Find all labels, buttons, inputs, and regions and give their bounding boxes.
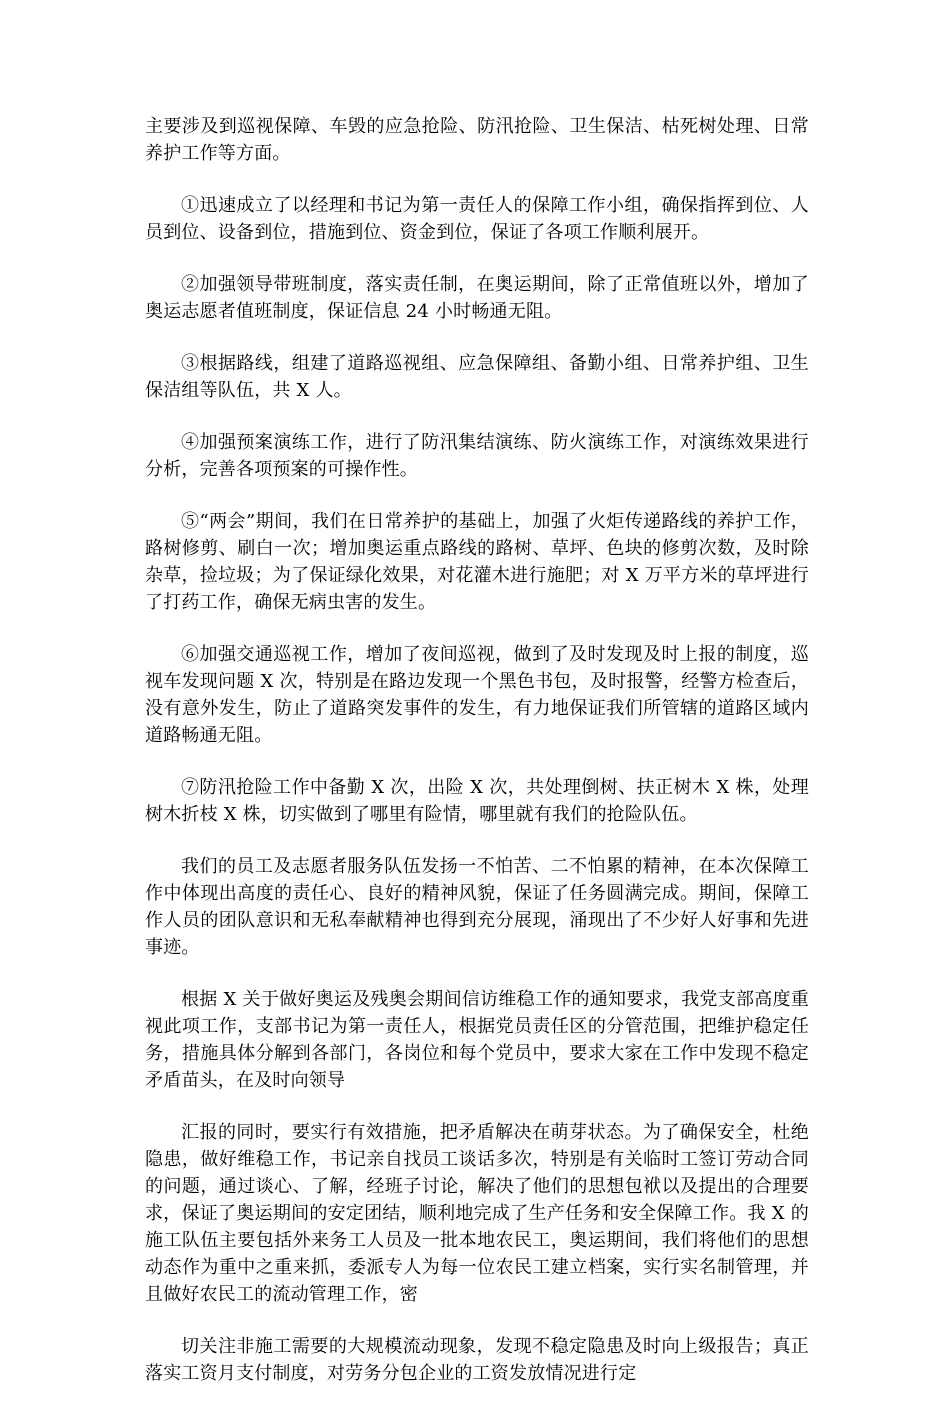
paragraph-scope: 主要涉及到巡视保障、车毁的应急抢险、防汛抢险、卫生保洁、枯死树处理、日常养护工作等方面。 (145, 116, 809, 164)
paragraph-item-4: ④加强预案演练工作，进行了防汛集结演练、防火演练工作，对演练效果进行分析，完善各项预案的可操作性。 (145, 432, 809, 480)
document-body (145, 113, 809, 1412)
paragraph-migration-monitoring: 切关注非施工需要的大规模流动现象，发现不稳定隐患及时向上级报告；真正落实工资月支付制度，对劳务分包企业的工资发放情况进行定 (145, 1336, 809, 1384)
paragraph-item-1: ①迅速成立了以经理和书记为第一责任人的保障工作小组，确保指挥到位、人员到位、设备到位，措施到位、资金到位，保证了各项工作顺利展开。 (145, 195, 809, 243)
paragraph-item-5: ⑤“两会”期间，我们在日常养护的基础上，加强了火炬传递路线的养护工作，路树修剪、刷白一次；增加奥运重点路线的路树、草坪、色块的修剪次数，及时除杂草，捡垃圾；为了保证绿化效果，对花灌木进行施肥；对 X 万平方米的草坪进行了打药工作，确保无病虫害的发生。 (145, 511, 809, 613)
paragraph-item-6: ⑥加强交通巡视工作，增加了夜间巡视，做到了及时发现及时上报的制度，巡视车发现问题 X 次，特别是在路边发现一个黑色书包，及时报警，经警方检查后，没有意外发生，防止了道路突发事件的发生，有力地保证我们所管辖的道路区域内道路畅通无阻。 (145, 644, 809, 746)
paragraph-team-spirit: 我们的员工及志愿者服务队伍发扬一不怕苦、二不怕累的精神，在本次保障工作中体现出高度的责任心、良好的精神风貌，保证了任务圆满完成。期间，保障工作人员的团队意识和无私奉献精神也得到充分展现，涌现出了不少好人好事和先进事迹。 (145, 856, 809, 958)
paragraph-item-3: ③根据路线，组建了道路巡视组、应急保障组、备勤小组、日常养护组、卫生保洁组等队伍，共 X 人。 (145, 353, 809, 401)
paragraph-item-7: ⑦防汛抢险工作中备勤 X 次，出险 X 次，共处理倒树、扶正树木 X 株，处理树木折枝 X 株，切实做到了哪里有险情，哪里就有我们的抢险队伍。 (145, 777, 809, 825)
paragraph-item-2: ②加强领导带班制度，落实责任制，在奥运期间，除了正常值班以外，增加了奥运志愿者值班制度，保证信息 24 小时畅通无阻。 (145, 274, 809, 322)
paragraph-stability-work: 根据 X 关于做好奥运及残奥会期间信访维稳工作的通知要求，我党支部高度重视此项工作，支部书记为第一责任人，根据党员责任区的分管范围，把维护稳定任务，措施具体分解到各部门，各岗位和每个党员中，要求大家在工作中发现不稳定矛盾苗头，在及时向领导 (145, 989, 809, 1091)
paragraph-reporting: 汇报的同时，要实行有效措施，把矛盾解决在萌芽状态。为了确保安全，杜绝隐患，做好维稳工作，书记亲自找员工谈话多次，特别是有关临时工签订劳动合同的问题，通过谈心、了解，经班子讨论，解决了他们的思想包袱以及提出的合理要求，保证了奥运期间的安定团结，顺利地完成了生产任务和安全保障工作。我 X 的施工队伍主要包括外来务工人员及一批本地农民工，奥运期间，我们将他们的思想动态作为重中之重来抓，委派专人为每一位农民工建立档案，实行实名制管理，并且做好农民工的流动管理工作，密 (145, 1122, 809, 1305)
